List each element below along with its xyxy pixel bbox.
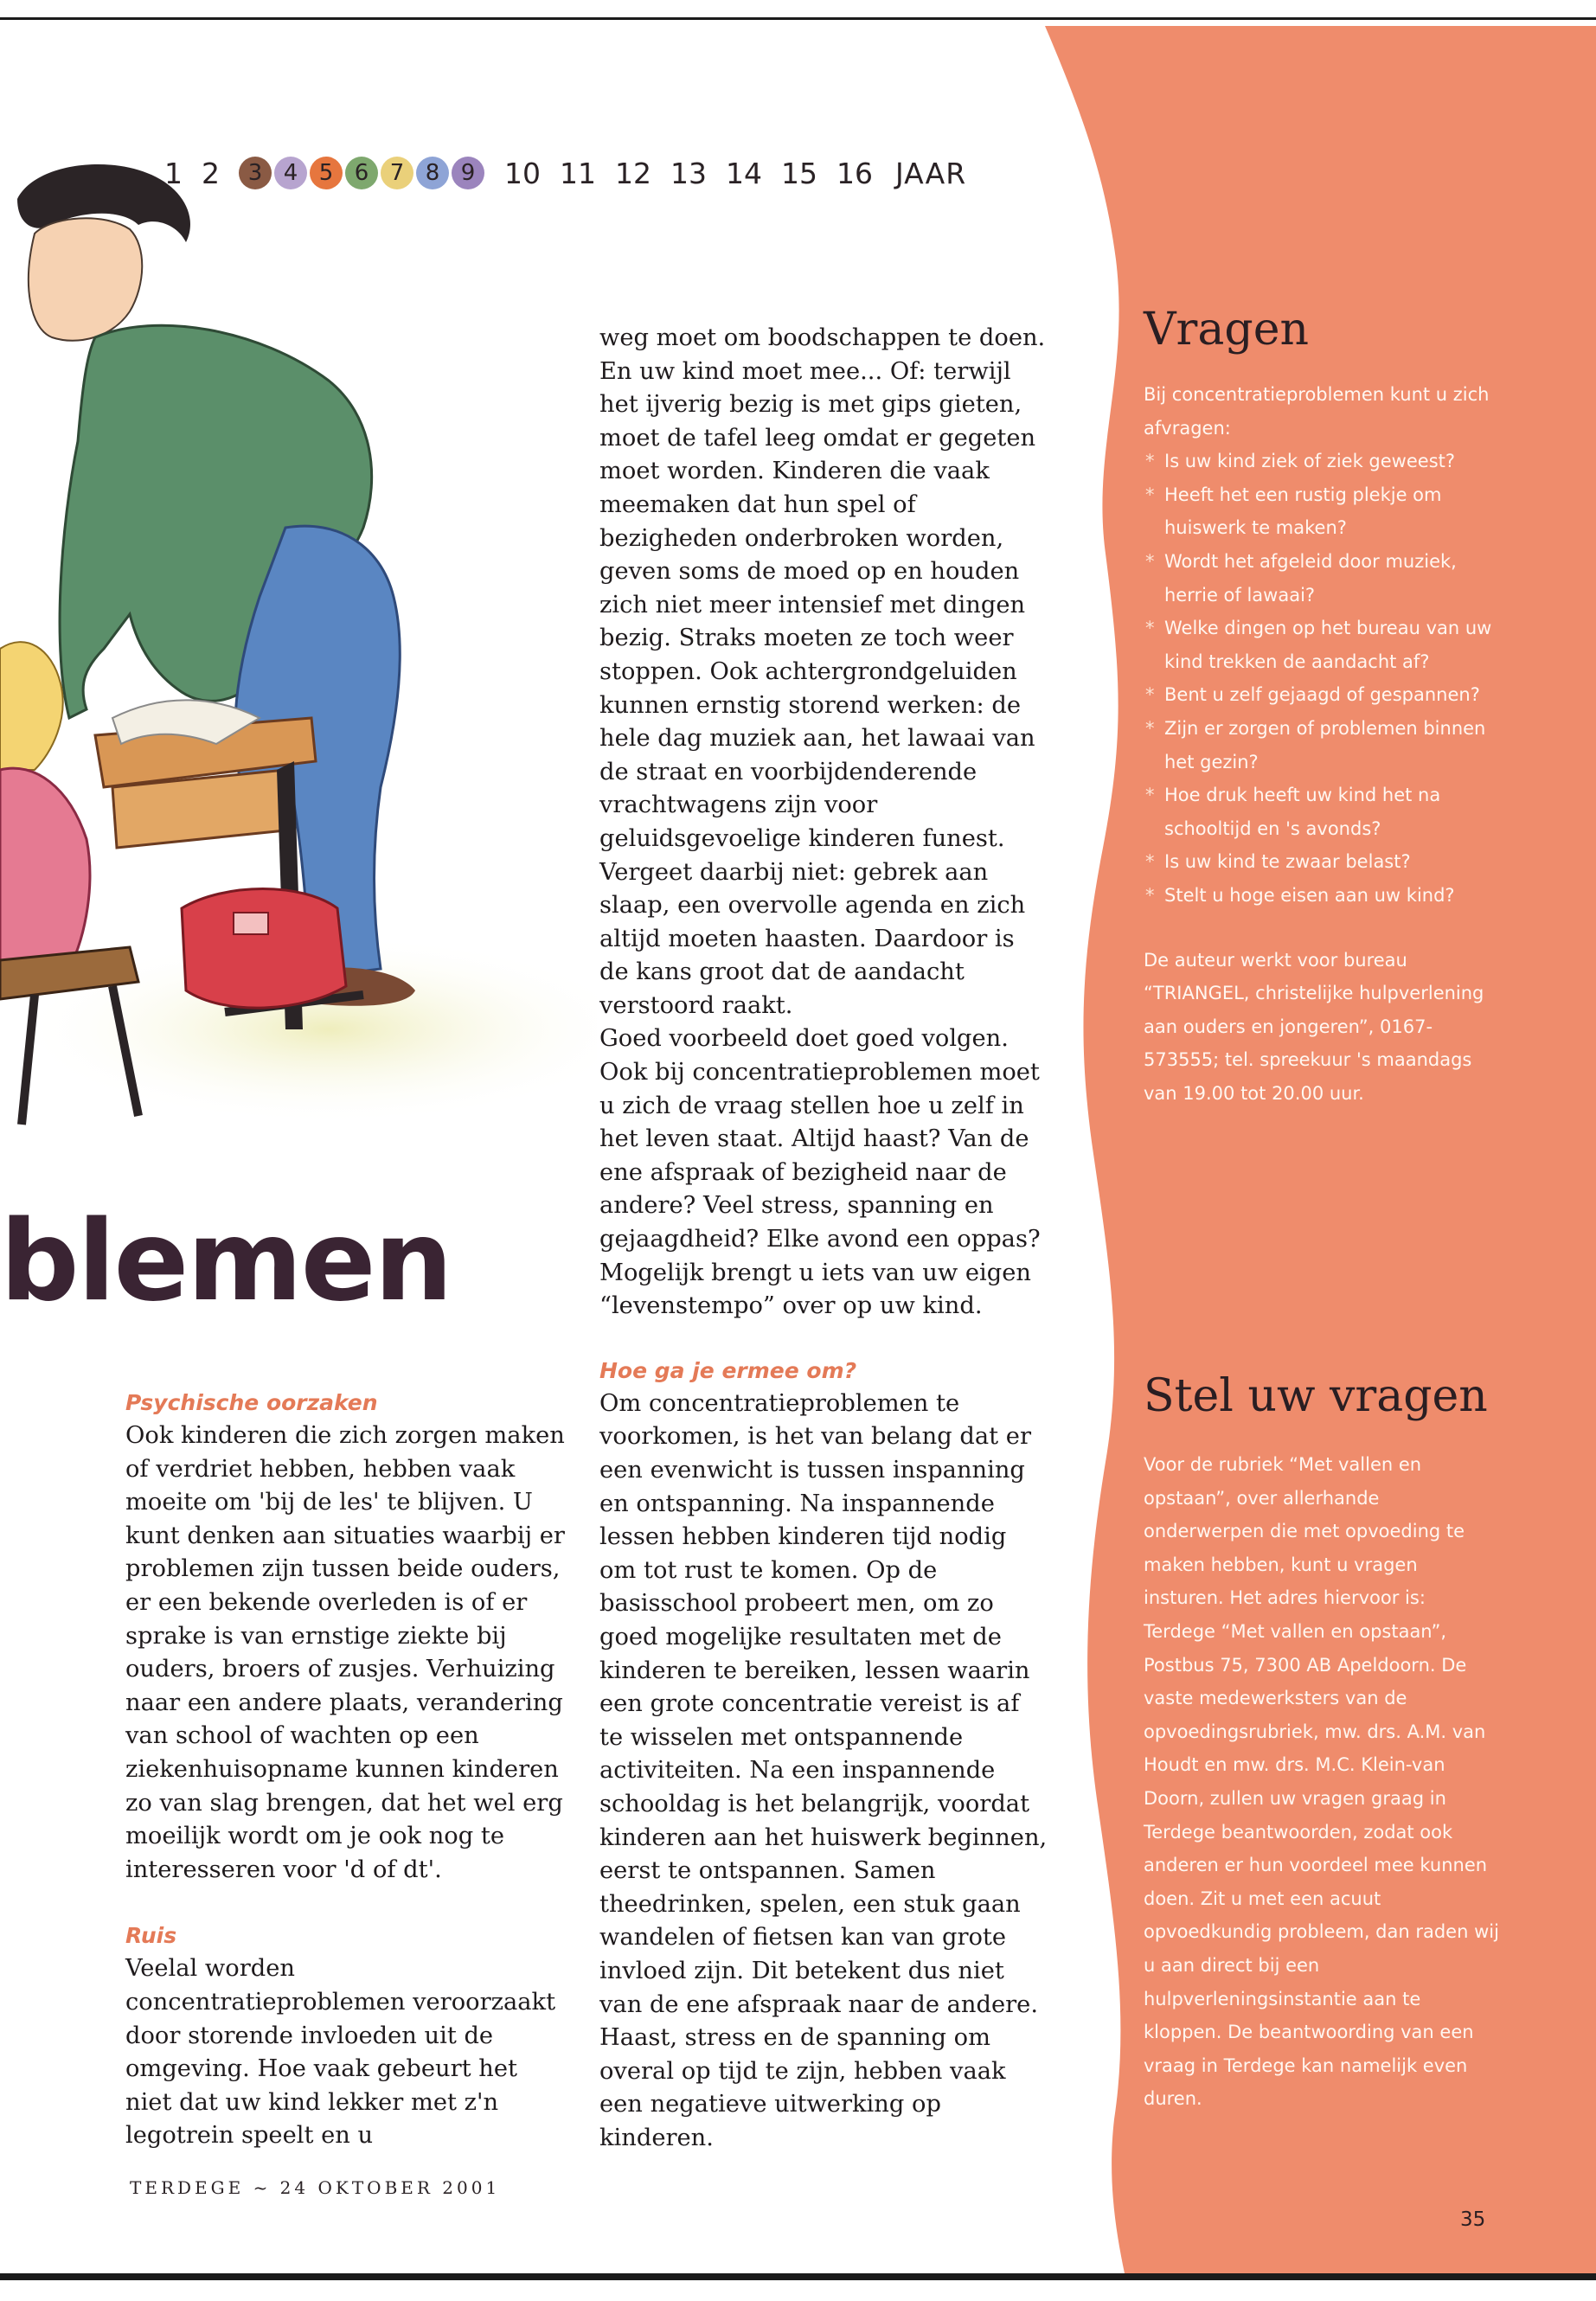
age-16: 16 [836,156,873,190]
age-7-dot: 7 [381,157,413,189]
paragraph-ruis: Veelal worden concentratieproblemen veroorzaakt door storende invloeden uit de omgeving. Hoe vaak gebeurt het niet dat uw kind lekker met z'n legotrein speelt en u [125,1955,556,2150]
footer-magazine-date: TERDEGE ~ 24 OKTOBER 2001 [130,2177,501,2198]
sidebar-intro: Bij concentratieproblemen kunt u zich afvragen: [1144,384,1490,439]
sidebar-question-list [1144,445,1494,912]
age-1: 1 [164,156,183,190]
sidebar-title-stel-uw-vragen: Stel uw vragen [1144,1370,1488,1422]
article-headline: blemen [0,1197,452,1326]
sidebar-ask-text: Voor de rubriek “Met vallen en opstaan”, over allerhande onderwerpen die met opvoeding te maken hebben, kunt u vragen insturen. Het adres hiervoor is: Terdege “Met vallen en opstaan”, Postbus 75, 7300 AB Apeldoorn. De vaste medewerksters van de opvoedingsrubriek, mw. drs. A.M. van Houdt en mw. drs. M.C. Klein-van Doorn, zullen uw vragen graag in Terdege beantwoorden, zodat ook anderen er hun voordeel mee kunnen doen. Zit u met een acuut opvoedkundig probleem, dan raden wij u aan direct bij een hulpverleningsinstantie aan te kloppen. De beantwoording van een vraag in Terdege kan namelijk even duren. [1144,1454,1499,2110]
age-8-dot: 8 [416,157,449,189]
sidebar-box-vragen [1144,304,1494,1110]
author-note: De auteur werkt voor bureau “TRIANGEL, christelijke hulpverlening aan ouders en jongeren”, 0167-573555; tel. spreekuur 's maandags van 19.00 tot 20.00 uur. [1144,949,1484,1104]
age-2: 2 [202,156,220,190]
paragraph-psychische-oorzaken: Ook kinderen die zich zorgen maken of verdriet hebben, hebben vaak moeite om 'bij de les' te blijven. U kunt denken aan situaties waarbij er problemen zijn tussen beide ouders, er een bekende overleden is of er sprake is van ernstige ziekte bij ouders, broers of zusjes. Verhuizing naar een andere plaats, verandering van school of wachten op een ziekenhuisopname kunnen kinderen zo van slag brengen, dat het wel erg moeilijk wordt om je ook nog te interesseren voor 'd of dt'. [125,1422,565,1883]
age-15: 15 [781,156,817,190]
column-left [125,1387,567,2153]
sidebar-title-vragen: Vragen [1144,304,1309,356]
age-11: 11 [560,156,596,190]
question-item: * Is uw kind te zwaar belast? [1144,845,1494,879]
age-5-dot: 5 [310,157,343,189]
bottom-rule [0,2273,1596,2280]
sidebar-box-stel-uw-vragen [1144,1370,1500,2116]
question-item: * Bent u zelf gejaagd of gespannen? [1144,678,1494,712]
question-item: * Zijn er zorgen of problemen binnen het gezin? [1144,712,1494,779]
column-middle [599,322,1049,2155]
page-number: 35 [1460,2208,1486,2231]
question-item: * Is uw kind ziek of ziek geweest? [1144,445,1494,478]
question-item: * Hoe druk heeft uw kind het na schooltijd en 's avonds? [1144,779,1494,845]
age-4-dot: 4 [274,157,307,189]
age-12: 12 [615,156,651,190]
age-3-dot: 3 [239,157,272,189]
question-item: * Welke dingen op het bureau van uw kind trekken de aandacht af? [1144,612,1494,678]
subheading-hoe-ga-je-ermee-om: Hoe ga je ermee om? [599,1357,857,1383]
subheading-ruis: Ruis [125,1923,177,1949]
age-10: 10 [504,156,541,190]
paragraph-hoe-ga-je-ermee-om: Om concentratieproblemen te voorkomen, is het van belang dat er een evenwicht is tussen inspanning en ontspanning. Na inspannende lessen hebben kinderen tijd nodig om tot rust te komen. Op de basisschool probeert men, om zo goed mogelijke resultaten met de kinderen te bereiken, lessen waarin een grote concentratie vereist is af te wisselen met ontspannende activiteiten. Na een inspannende schooldag is het belangrijk, voordat kinderen aan het huiswerk beginnen, eerst te ontspannen. Samen theedrinken, spelen, een stuk gaan wandelen of fietsen kan van grote invloed zijn. Dit betekent dus niet van de ene afspraak naar de andere. Haast, stress en de spanning om overal op tijd te zijn, hebben vaak een negatieve uitwerking op kinderen. [599,1389,1048,2151]
age-6-dot: 6 [345,157,378,189]
question-item: * Wordt het afgeleid door muziek, herrie of lawaai? [1144,545,1494,612]
age-unit: JAAR [895,156,967,190]
paragraph-goed-voorbeeld: Goed voorbeeld doet goed volgen. Ook bij concentratieproblemen moet u zich de vraag stellen hoe u zelf in het leven staat. Altijd haast? Van de ene afspraak of bezigheid naar de andere? Veel stress, spanning en gejaagdheid? Elke avond een oppas? Mogelijk brengt u iets van uw eigen “levenstempo” over op uw kind. [599,1025,1041,1320]
illustration-father-and-child [0,164,597,1228]
question-item: * Stelt u hoge eisen aan uw kind? [1144,879,1494,913]
subheading-psychische-oorzaken: Psychische oorzaken [125,1390,378,1415]
age-14: 14 [726,156,762,190]
paragraph-ruis-continued: weg moet om boodschappen te doen. En uw kind moet mee... Of: terwijl het ijverig bezig is met gips gieten, moet de tafel leeg omdat er gegeten moet worden. Kinderen die vaak meemaken dat hun spel of bezigheden onderbroken worden, geven soms de moed op en houden zich niet meer intensief met dingen bezig. Straks moeten ze toch weer stoppen. Ook achtergrondgeluiden kunnen ernstig storend werken: de hele dag muziek aan, het lawaai van de straat en voorbijdenderende vrachtwagens zijn voor geluidsgevoelige kinderen funest. Vergeet daarbij niet: gebrek aan slaap, een overvolle agenda en zich altijd moeten haasten. Daardoor is de kans groot dat de aandacht verstoord raakt. [599,324,1046,1019]
age-13: 13 [670,156,707,190]
question-item: * Heeft het een rustig plekje om huiswerk te maken? [1144,478,1494,545]
age-9-dot: 9 [452,157,484,189]
